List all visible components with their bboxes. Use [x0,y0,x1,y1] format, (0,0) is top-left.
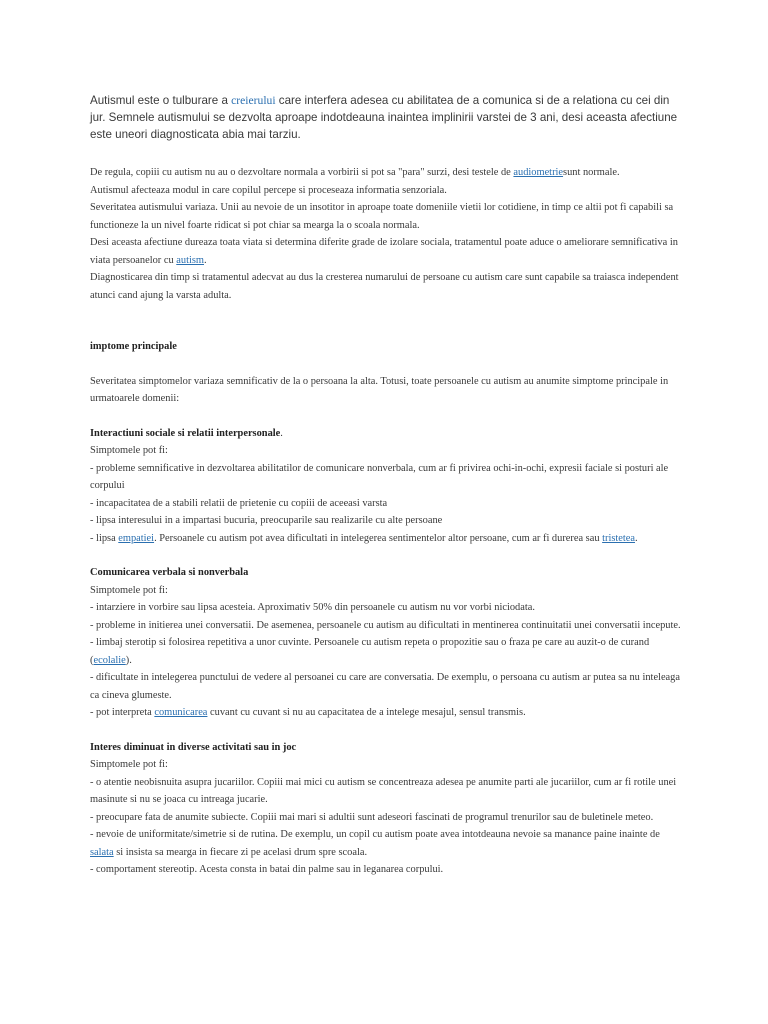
para1-line4-text: Desi aceasta afectiune dureaza toata viata si determina diferite grade de izolare sociala, tratamentul poate aduce o ameliorare semnificativa in viata persoanelor cu [90,237,678,266]
article-content [90,92,682,879]
comm-item-2: - probleme in initierea unei conversatii. De asemenea, persoanele cu autism au dificultati in mentinerea continuitatii unei conversatii incepute. [90,619,681,631]
para1-line1-end: sunt normale. [563,167,620,178]
spacer [90,356,682,373]
interest-item-4: - comportament stereotip. Acesta consta in batai din palme sau in leganarea corpului. [90,864,444,875]
interest-intro: Simptomele pot fi: [90,759,168,770]
spacer [90,408,682,425]
intro-paragraph [90,92,682,143]
para1-line5: Diagnosticarea din timp si tratamentul adecvat au dus la cresterea numarului de persoane cu autism care sunt capabile sa traiasca independent atunci cand ajung la varsta adulta. [90,272,679,301]
main-symptoms-text: Severitatea simptomelor variaza semnificativ de la o persoana la alta. Totusi, toate persoanele cu autism au anumite simptome principale in urmatoarele domenii: [90,375,669,404]
comm-item-5-end: cuvant cu cuvant si nu au capacitatea de a intelege mesajul, sensul transmis. [207,707,526,718]
para1-line4-end: . [203,254,207,266]
comm-item-5-text: - pot interpreta [90,707,155,718]
interest-item-3-text: - nevoie de uniformitate/simetrie si de rutina. De exemplu, un copil cu autism poate avea intotdeauna nevoie sa manance paine inainte de [90,829,660,840]
para1-line4 [90,234,682,269]
comm-item-3-end: ). [125,654,132,666]
link-salata[interactable]: salata [90,846,114,858]
link-audiometrie[interactable]: audiometrie [513,167,564,178]
comm-item-3-text: - limbaj sterotip si folosirea repetitiva a unor cuvinte. Persoanele cu autism repeta o propozitie sau o fraza pe care au auzit-o de curand ( [90,637,650,666]
spacer [90,304,682,338]
comm-item-1: - intarziere in vorbire sau lipsa acesteia. Aproximativ 50% din persoanele cu autism nu vor vorbi niciodata. [90,602,535,613]
link-empatiei[interactable]: empatiei [118,532,155,544]
heading-interactiuni-text: Interactiuni sociale si relatii interpersonale [90,427,281,439]
interest-item-3 [90,826,682,861]
social-item-4-text: - lipsa [90,532,119,544]
intro-text-end: care interfera adesea cu abilitatea de a comunica si de a relationa cu cei din jur. Semnele autismului se dezvolta aproape indotdeauna inaintea implinirii varstei de 3 ani, desi aceasta afectiune este uneori diagnosticata abia mai tarziu. [90,94,678,141]
social-item-4-end: . [635,532,638,544]
comm-item-5 [90,704,682,722]
body-text [90,164,682,879]
link-comunicarea[interactable]: comunicarea [154,707,208,718]
comm-intro: Simptomele pot fi: [90,584,168,596]
link-tristetea[interactable]: tristetea [602,532,636,544]
link-ecolalie[interactable]: ecolalie [93,654,126,666]
social-item-2: - incapacitatea de a stabili relatii de prietenie cu copiii de aceeasi varsta [90,497,388,509]
heading-interactiuni-sociale [90,425,682,443]
heading-dot: . [280,427,283,439]
comm-item-4: - dificultate in intelegerea punctului de vedere al persoanei cu care are conversatia. De exemplu, o persoana cu autism ar putea sa nu inteleaga ca cineva glumeste. [90,672,680,701]
para1-line2: Autismul afecteaza modul in care copilul percepe si proceseaza informatia senzoriala. [90,184,447,196]
para1-line3: Severitatea autismului variaza. Unii au nevoie de un insotitor in aproape toate domeniile vietii lor cotidiene, in timp ce altii pot fi capabili sa functioneze la un nivel foarte ridicat si pot chiar sa mearga la o scoala normala. [90,202,674,231]
interest-item-1: - o atentie neobisnuita asupra jucariilor. Copiii mai mici cu autism se concentreaza adesea pe anumite parti ale jucariilor, cum ar fi rotile unei masinute si nu se joaca cu intreaga jucarie. [90,776,677,805]
spacer [90,722,682,739]
social-item-4 [90,530,682,548]
intro-text-start: Autismul este o tulburare a [90,94,232,107]
social-item-4-mid: . Persoanele cu autism pot avea dificultati in intelegerea sentimentelor altor persoane, cum ar fi durerea sau [154,532,603,544]
para1-line1-text: De regula, copiii cu autism nu au o dezvoltare normala a vorbirii si pot sa "para" surzi, desi testele de [90,167,514,178]
heading-comunicarea: Comunicarea verbala si nonverbala [90,567,249,578]
link-creierului[interactable]: creierului [231,94,276,107]
link-autism[interactable]: autism [176,254,204,266]
spacer [90,547,682,564]
para1-line1 [90,164,682,182]
comm-item-3 [90,634,682,669]
heading-simptome-principale: imptome principale [90,341,177,352]
interest-item-2: - preocupare fata de anumite subiecte. Copiii mai mari si adultii sunt adeseori fascinati de programul trenurilor sau de buletinele meteo. [90,811,654,823]
heading-interes-diminuat: Interes diminuat in diverse activitati sau in joc [90,741,297,753]
interest-item-3-end: si insista sa mearga in fiecare zi pe acelasi drum spre scoala. [113,846,368,858]
social-intro: Simptomele pot fi: [90,445,168,456]
social-item-1: - probleme semnificative in dezvoltarea abilitatilor de comunicare nonverbala, cum ar fi privirea ochi-in-ochi, expresii faciale si posturi ale corpului [90,462,669,491]
social-item-3: - lipsa interesului in a impartasi bucuria, preocuparile sau realizarile cu alte persoane [90,515,443,526]
